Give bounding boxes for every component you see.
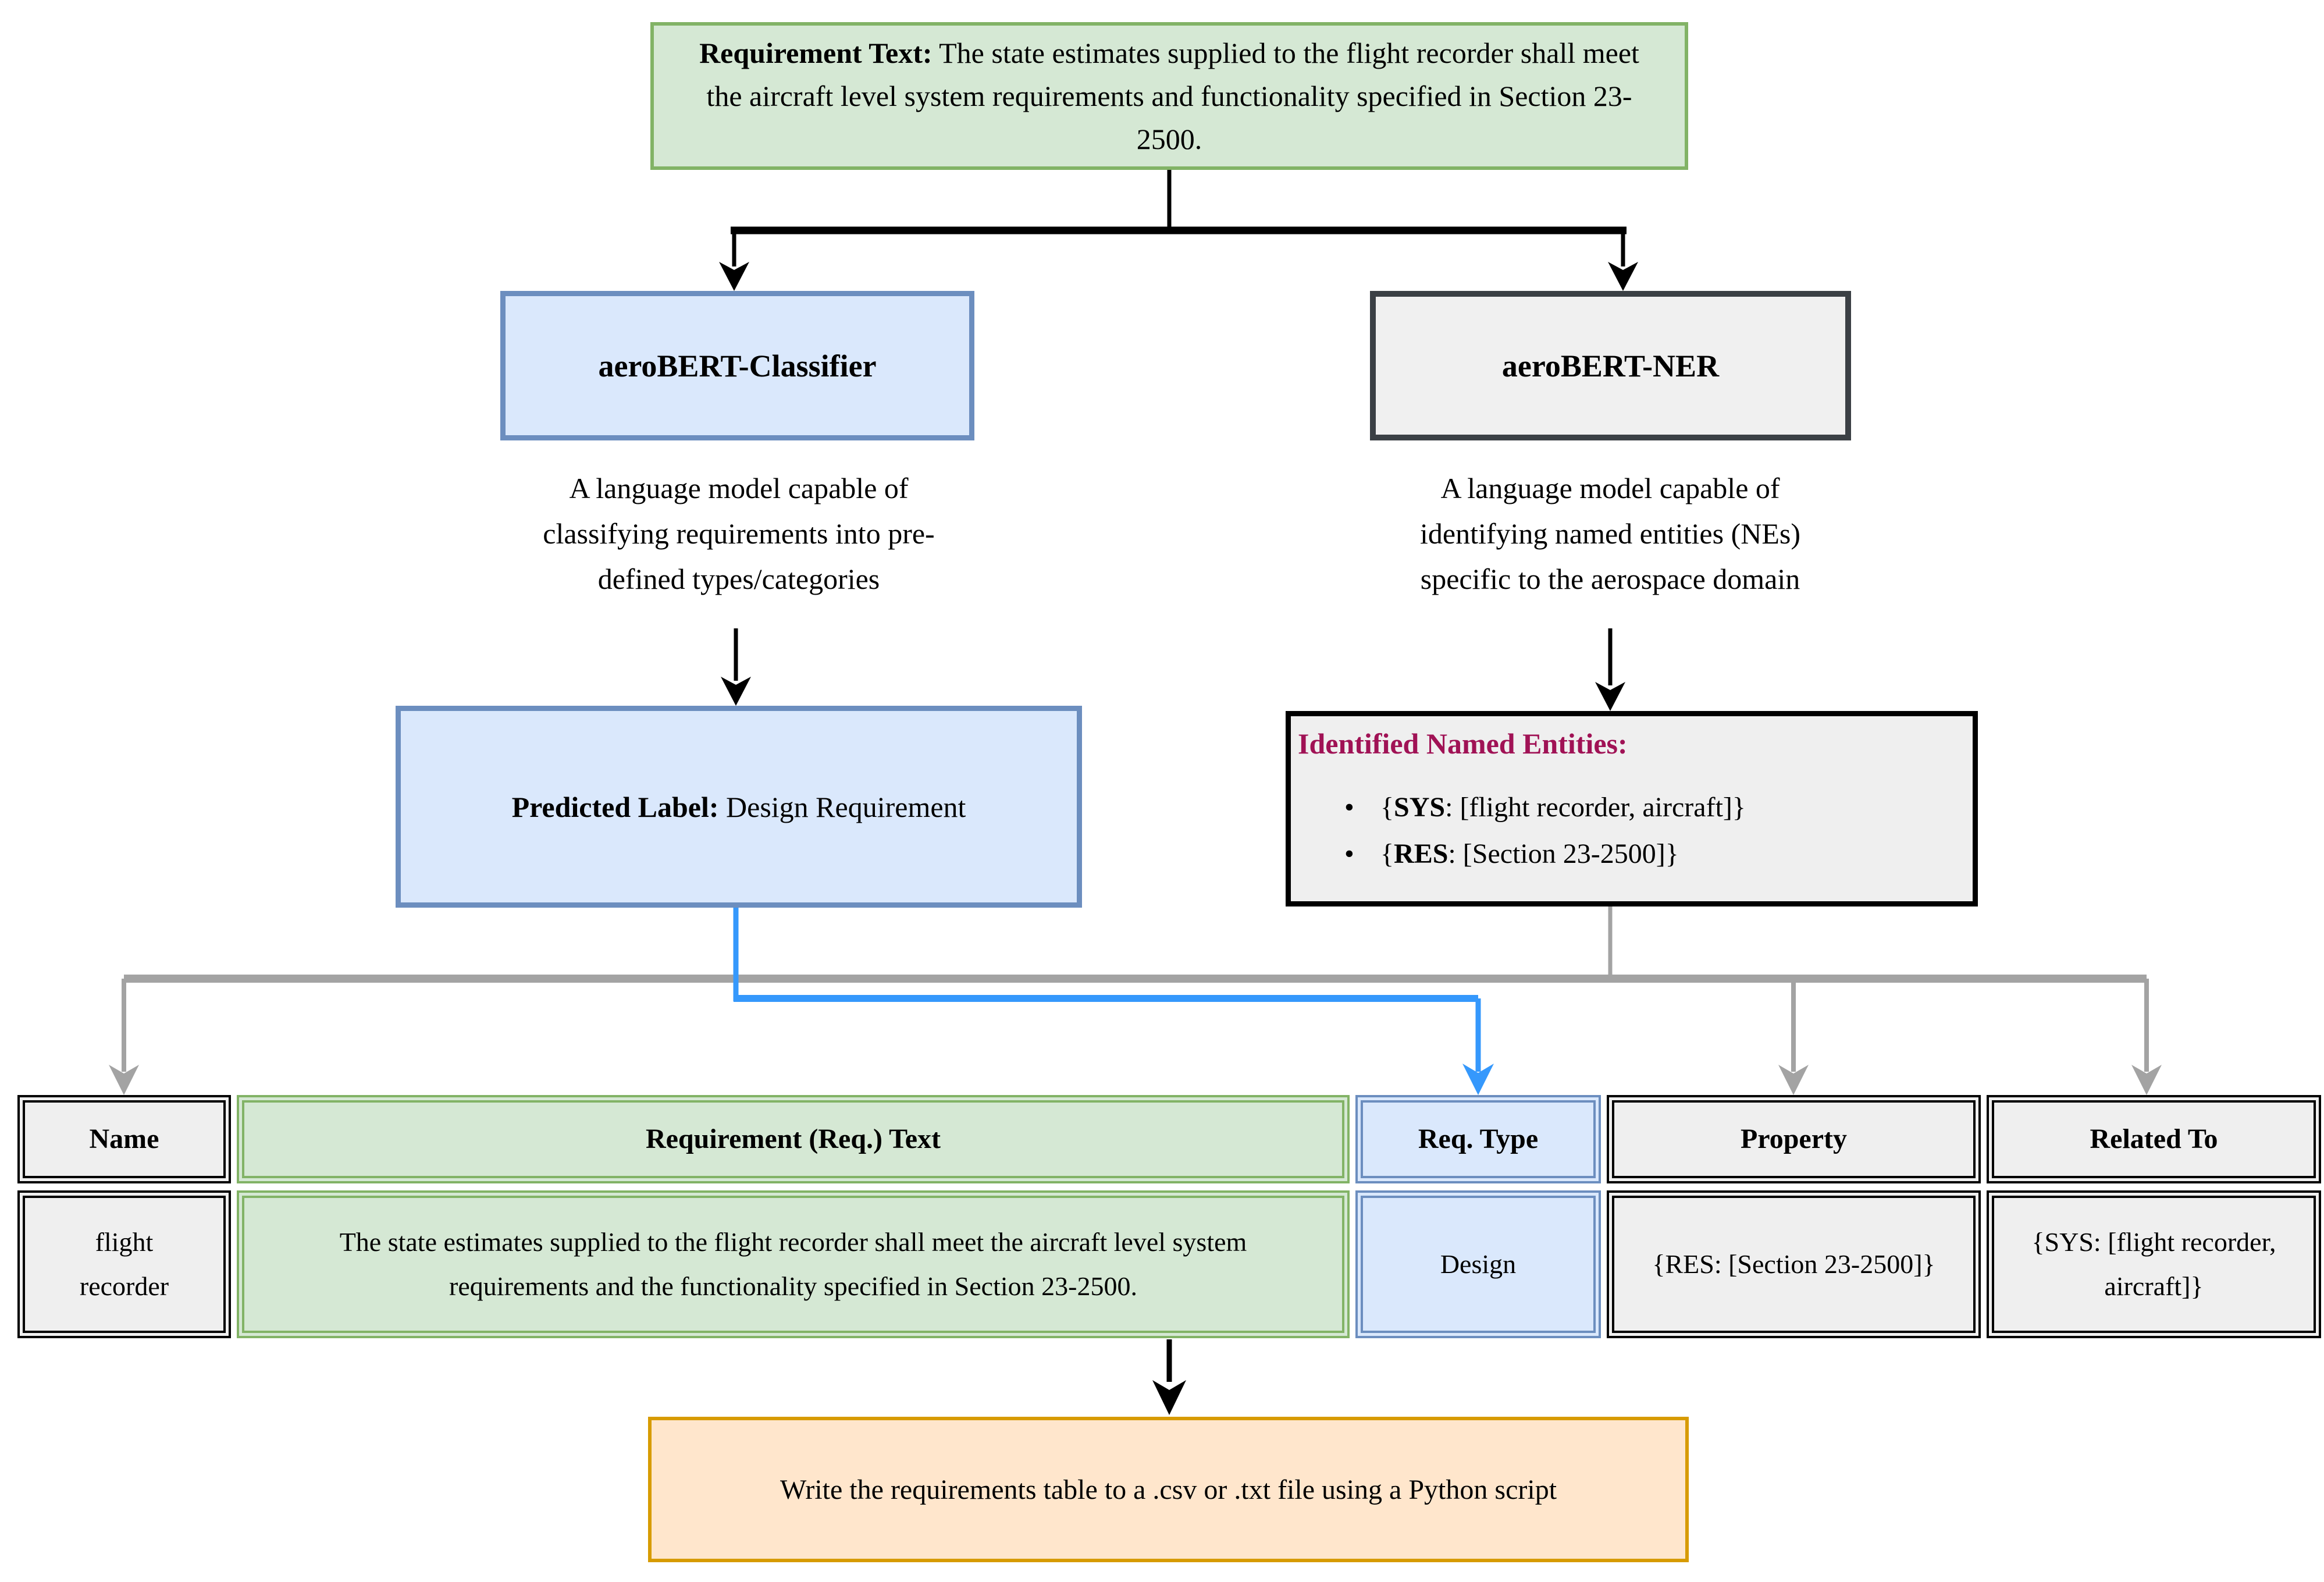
table-cell-relatedto: {SYS: [flight recorder, aircraft]}: [1987, 1190, 2321, 1338]
identified-entities-heading: Identified Named Entities:: [1298, 727, 1628, 760]
table-header-reqtext: Requirement (Req.) Text: [237, 1095, 1350, 1183]
ner-description: A language model capable of identifying named entities (NEs) specific to the aerospace domain: [1419, 472, 1800, 595]
predicted-label-value: Design Requirement: [718, 790, 966, 823]
requirement-text-box: [650, 22, 1688, 170]
aerobert-classifier-title: aeroBERT-Classifier: [598, 348, 877, 383]
bullet-icon: •: [1344, 838, 1354, 869]
arrow-table-to-output-head: [1152, 1380, 1186, 1415]
requirement-text-body: The state estimates supplied to the flight recorder shall meet the aircraft level system requirements and functionality specified in Section 23-2500.: [706, 37, 1639, 155]
predicted-label-box: [396, 706, 1082, 908]
table-cell-name: flight recorder: [17, 1190, 231, 1338]
table-header-name: Name: [17, 1095, 231, 1183]
entity-bullet-res: [1344, 835, 1966, 873]
entity-bullet-res-text: {RES: [Section 23-2500]}: [1380, 838, 1679, 869]
arrow-ner-to-entities-head: [1595, 682, 1625, 711]
table-header-reqtype: Req. Type: [1355, 1095, 1601, 1183]
classifier-description: A language model capable of classifying requirements into pre-defined types/categories: [543, 472, 935, 595]
output-script-text: Write the requirements table to a .csv or .txt file using a Python script: [780, 1474, 1557, 1505]
requirement-text-label: Requirement Text:: [699, 37, 933, 69]
entity-bullet-sys-text: {SYS: [flight recorder, aircraft]}: [1380, 792, 1746, 823]
identified-entities-box: [1286, 711, 1978, 906]
arrow-classifier-to-label-head: [721, 677, 751, 706]
aerobert-ner-title: aeroBERT-NER: [1501, 348, 1720, 383]
table-cell-reqtype: Design: [1355, 1190, 1601, 1338]
requirement-text: [689, 31, 1650, 161]
table-header-property: Property: [1607, 1095, 1981, 1183]
output-script-box: [648, 1417, 1689, 1562]
predicted-label-text: [512, 790, 966, 824]
bullet-icon: •: [1344, 792, 1354, 823]
aerobert-classifier-box: [500, 291, 974, 440]
aerobert-ner-box: [1370, 291, 1851, 440]
predicted-label-label: Predicted Label:: [511, 790, 719, 823]
entity-bullet-sys: [1344, 788, 1966, 827]
table-cell-property: {RES: [Section 23-2500]}: [1607, 1190, 1981, 1338]
table-header-relatedto: Related To: [1987, 1095, 2321, 1183]
requirements-table: [17, 1095, 2321, 1338]
table-cell-reqtext: The state estimates supplied to the flight recorder shall meet the aircraft level system requirements and the functionality specified in Section 23-2500.: [237, 1190, 1350, 1338]
